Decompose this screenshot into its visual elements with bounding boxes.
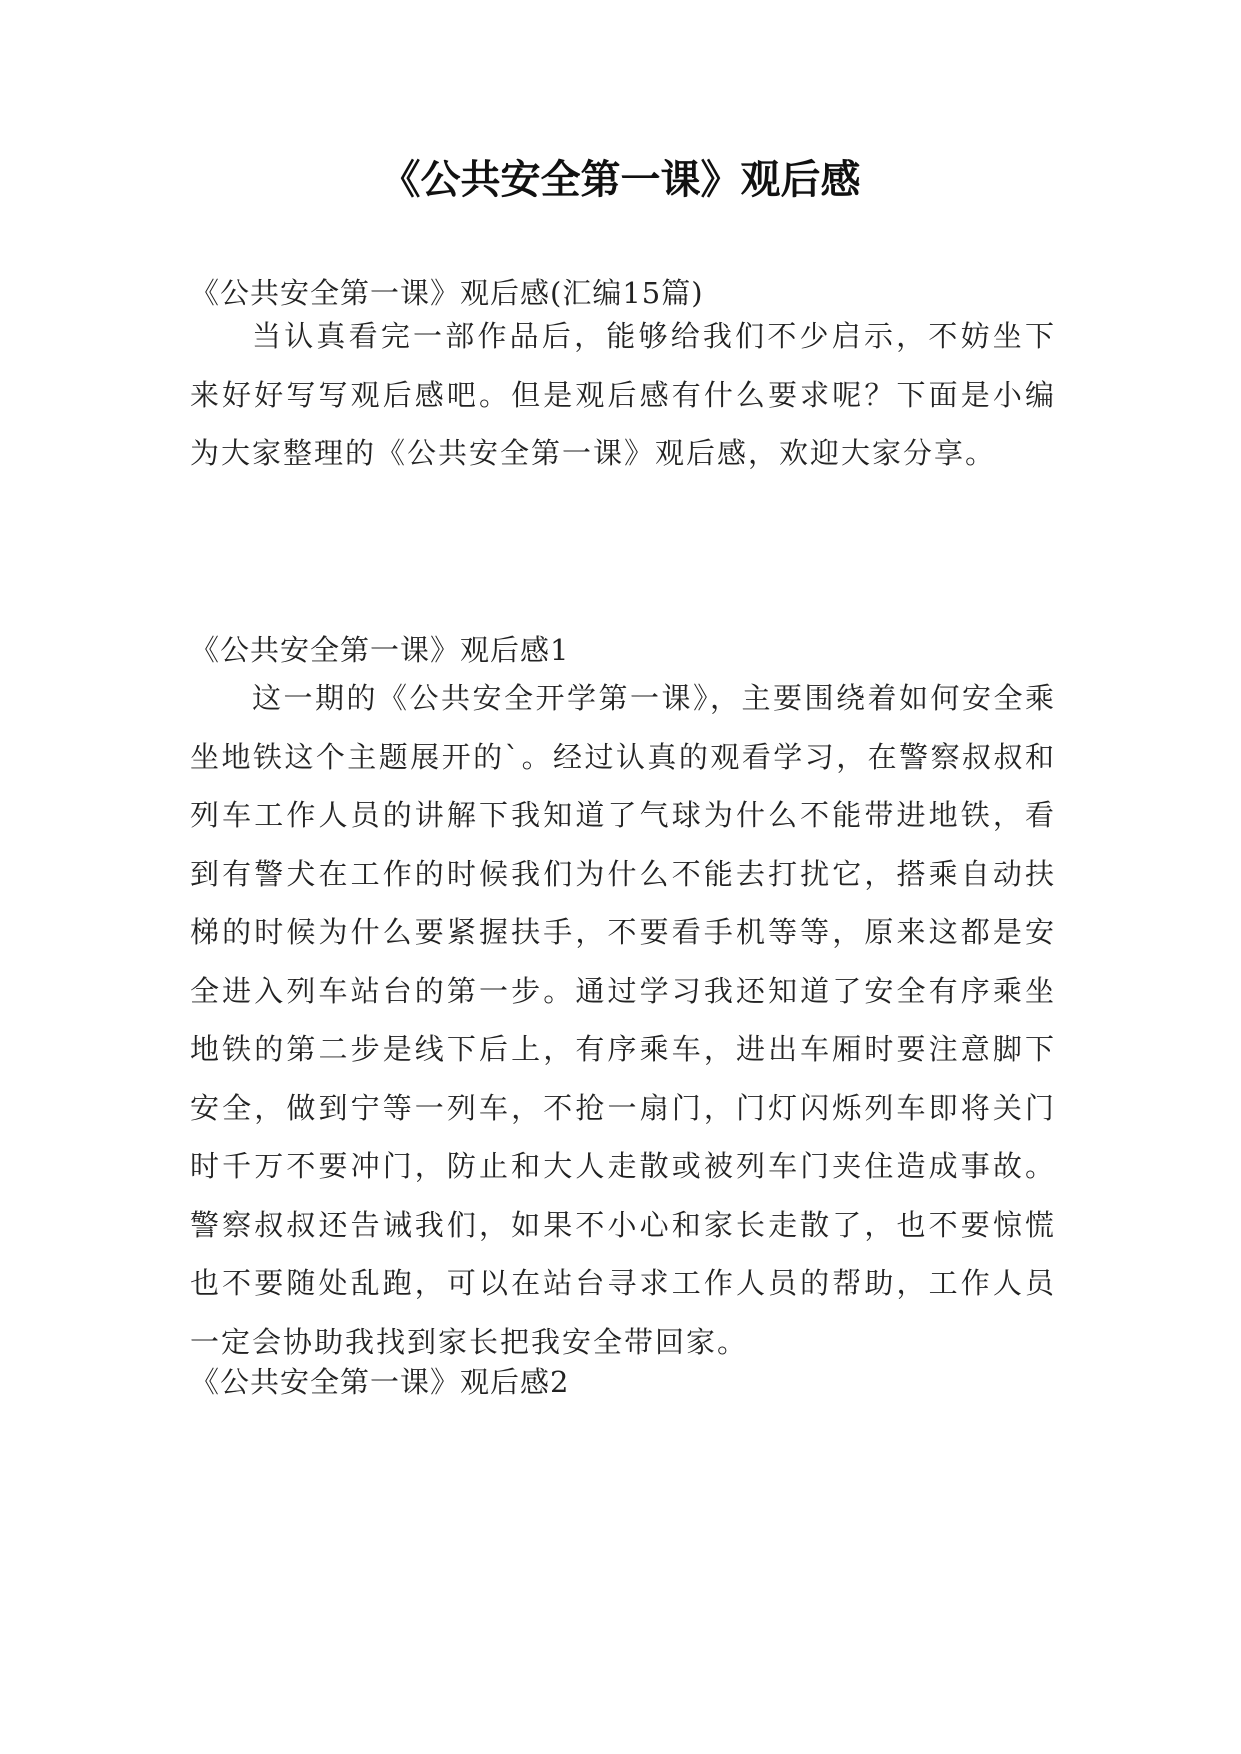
document-subtitle: 《公共安全第一课》观后感(汇编15篇) (190, 276, 704, 310)
section-body-block-1 (190, 669, 1056, 1371)
document-title: 《公共安全第一课》观后感 (380, 157, 861, 203)
section-heading-1: 《公共安全第一课》观后感1 (190, 633, 570, 667)
section-heading-2: 《公共安全第一课》观后感2 (190, 1365, 570, 1399)
intro-paragraph-block (190, 307, 1056, 483)
intro-paragraph: 当认真看完一部作品后，能够给我们不少启示，不妨坐下来好好写写观后感吧。但是观后感有什么要求呢？下面是小编为大家整理的《公共安全第一课》观后感，欢迎大家分享。 (190, 319, 1056, 470)
section-body-1: 这一期的《公共安全开学第一课》，主要围绕着如何安全乘坐地铁这个主题展开的`。经过认真的观看学习，在警察叔叔和列车工作人员的讲解下我知道了气球为什么不能带进地铁，看到有警犬在工作的时候我们为什么不能去打扰它，搭乘自动扶梯的时候为什么要紧握扶手，不要看手机等等，原来这都是安全进入列车站台的第一步。通过学习我还知道了安全有序乘坐地铁的第二步是线下后上，有序乘车，进出车厢时要注意脚下安全，做到宁等一列车，不抢一扇门，门灯闪烁列车即将关门时千万不要冲门，防止和大人走散或被列车门夹住造成事故。警察叔叔还告诫我们，如果不小心和家长走散了，也不要惊慌也不要随处乱跑，可以在站台寻求工作人员的帮助，工作人员一定会协助我找到家长把我安全带回家。 (190, 681, 1056, 1359)
